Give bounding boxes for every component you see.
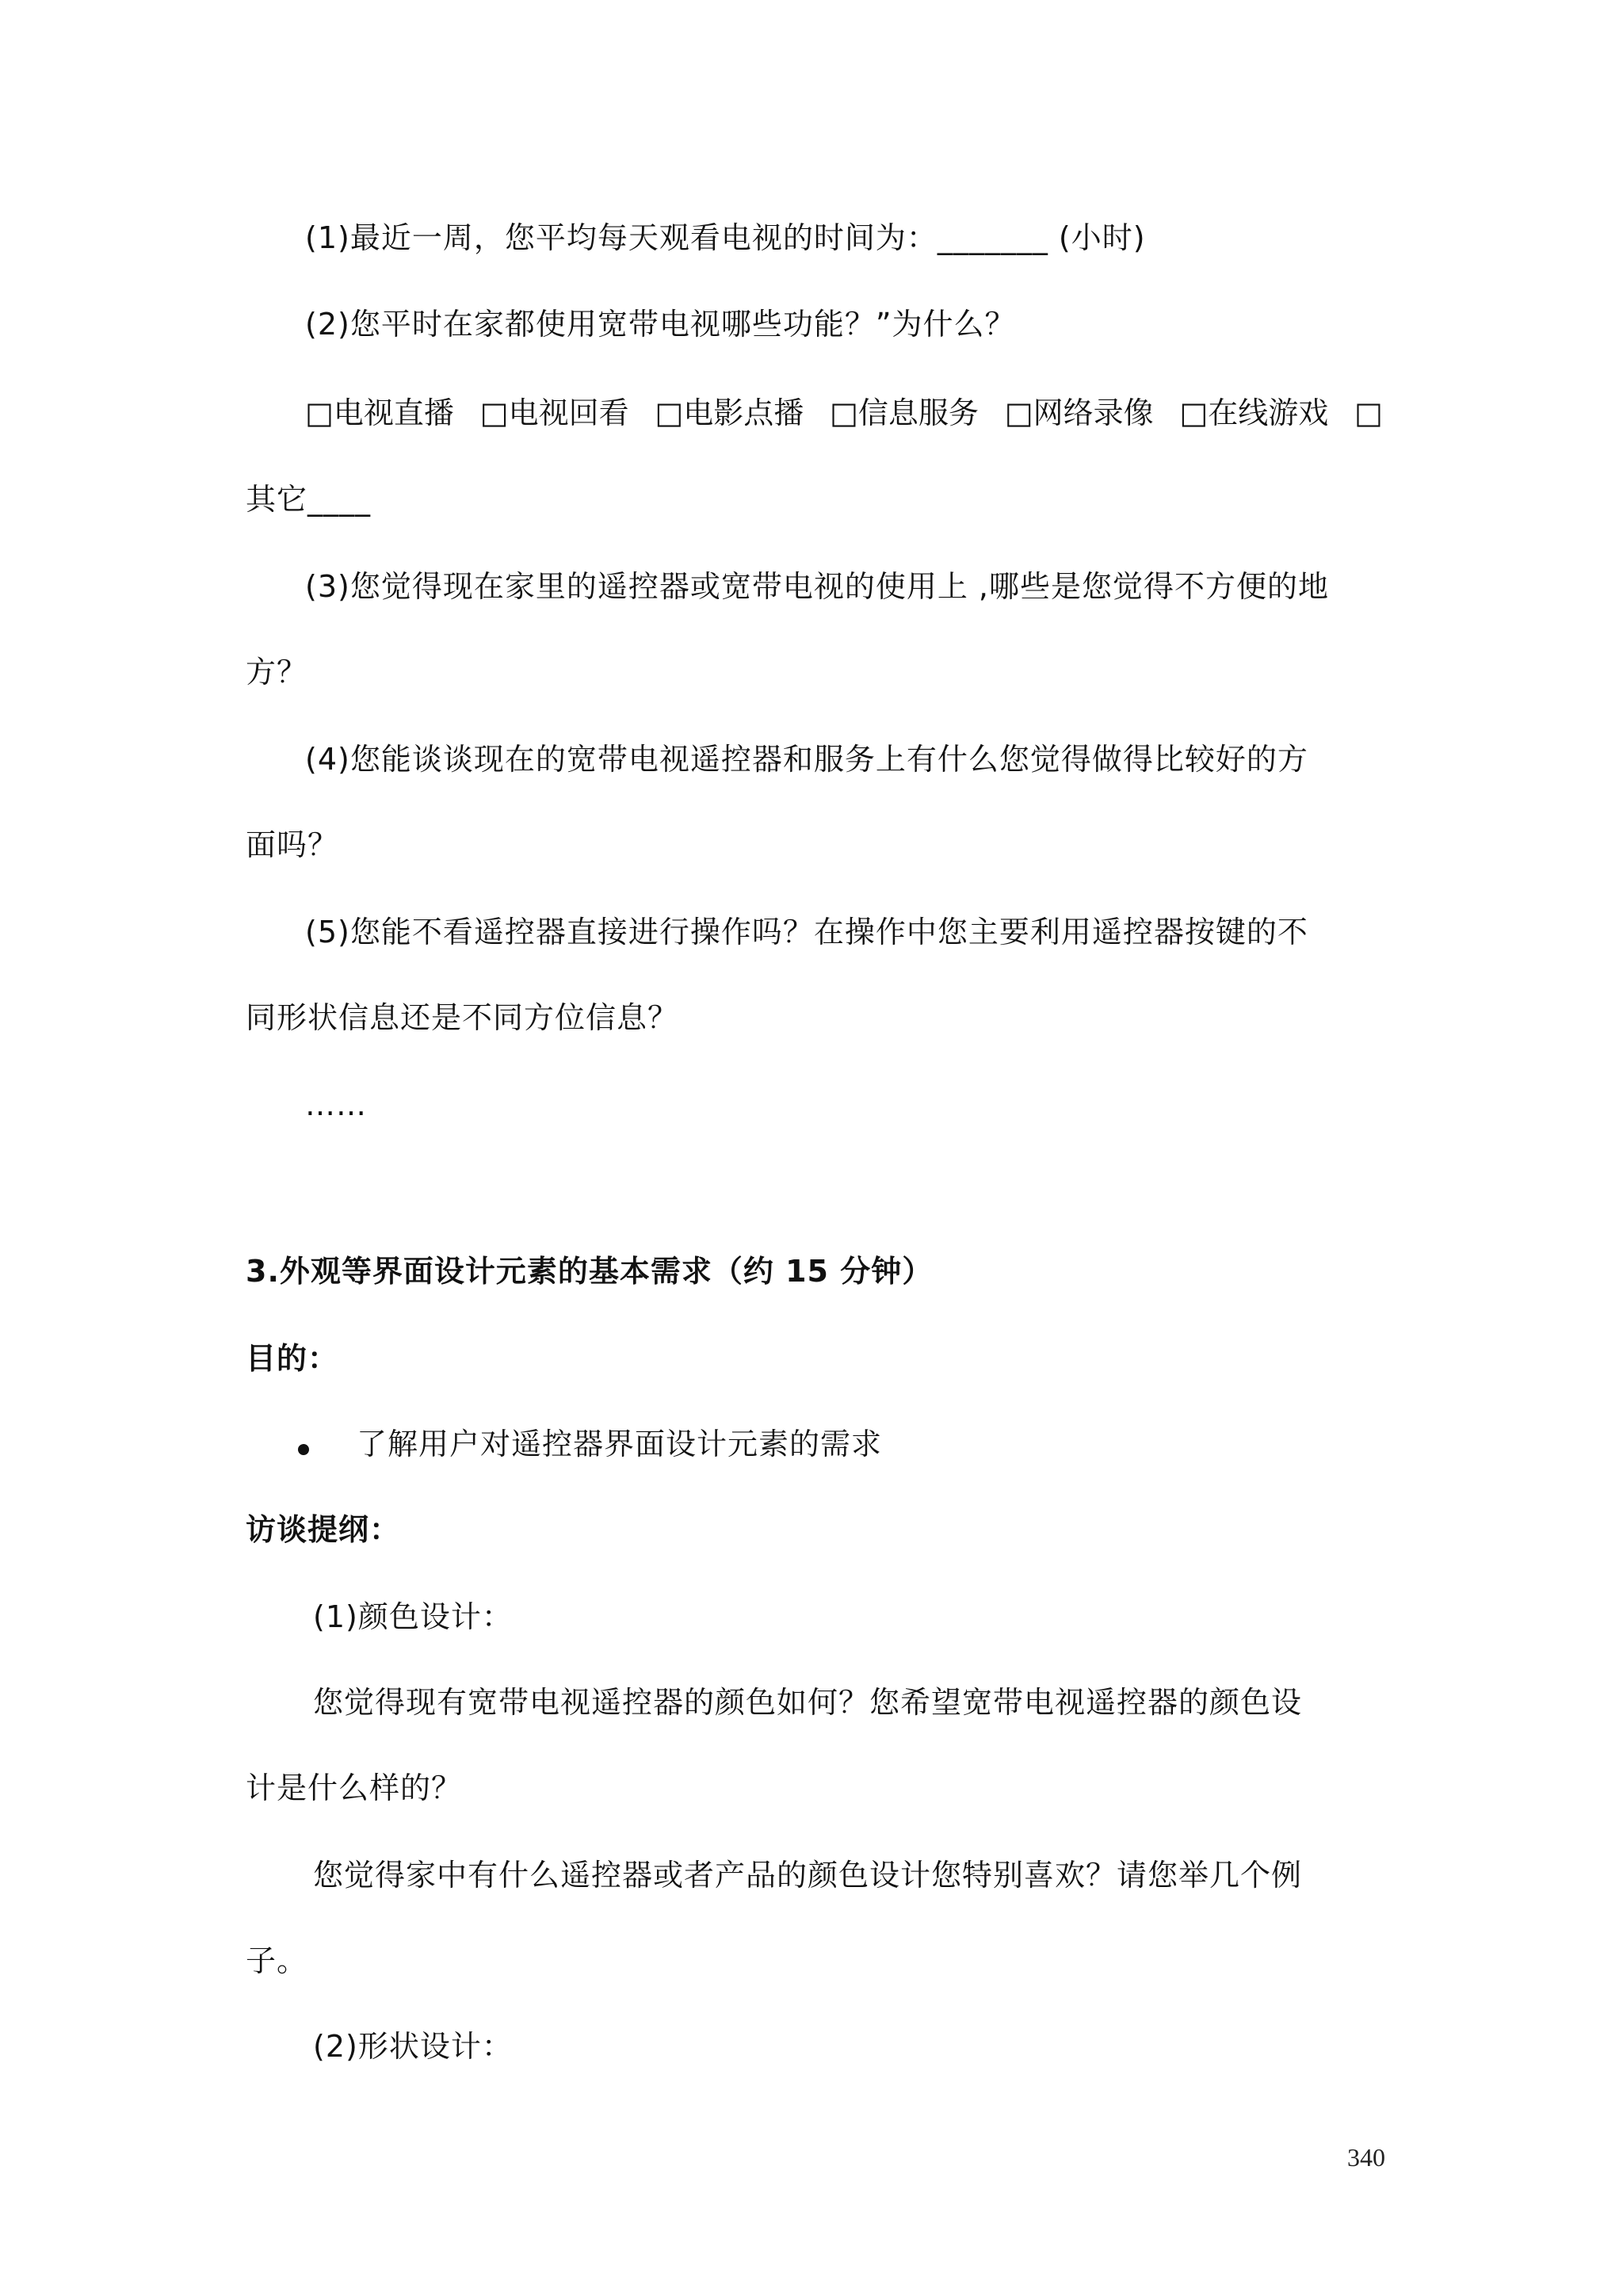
option-other-label: 其它____ bbox=[246, 482, 372, 517]
color-question-2-line-1: 您觉得家中有什么遥控器或者产品的颜色设计您特别喜欢？请您举几个例 bbox=[313, 1858, 1303, 1893]
color-design-title: (1)颜色设计： bbox=[313, 1599, 513, 1634]
question-2: (2)您平时在家都使用宽带电视哪些功能？”为什么？ bbox=[305, 307, 1016, 342]
purpose-bullet-text: 了解用户对遥控器界面设计元素的需求 bbox=[357, 1427, 883, 1461]
option-other-checkbox: □ bbox=[1354, 395, 1383, 430]
shape-design-title: (2)形状设计： bbox=[313, 2029, 513, 2064]
question-5-line-2: 同形状信息还是不同方位信息？ bbox=[246, 1000, 679, 1035]
outline-label: 访谈提纲： bbox=[246, 1512, 401, 1547]
question-5-line-1: (5)您能不看遥控器直接进行操作吗？在操作中您主要利用遥控器按键的不 bbox=[305, 915, 1308, 949]
color-question-1-line-1: 您觉得现有宽带电视遥控器的颜色如何？您希望宽带电视遥控器的颜色设 bbox=[313, 1685, 1303, 1720]
page-number: 340 bbox=[1347, 2143, 1385, 2172]
option-online-games: □在线游戏 bbox=[1179, 395, 1329, 430]
question-4-line-1: (4)您能谈谈现在的宽带电视遥控器和服务上有什么您觉得做得比较好的方 bbox=[305, 742, 1308, 777]
question-1: (1)最近一周，您平均每天观看电视的时间为：_______ (小时) bbox=[305, 220, 1146, 255]
option-network-recording: □网络录像 bbox=[1004, 395, 1154, 430]
option-tv-live: □电视直播 bbox=[305, 395, 454, 430]
question-3-line-2: 方？ bbox=[246, 655, 308, 690]
option-tv-replay: □电视回看 bbox=[479, 395, 629, 430]
option-info-service: □信息服务 bbox=[830, 395, 979, 430]
purpose-label: 目的： bbox=[246, 1341, 339, 1376]
ellipsis: …… bbox=[305, 1087, 367, 1122]
function-options-row bbox=[305, 394, 1383, 432]
color-question-2-line-2: 子。 bbox=[246, 1943, 308, 1978]
question-4-line-2: 面吗？ bbox=[246, 827, 339, 862]
option-movie-vod: □电影点播 bbox=[655, 395, 804, 430]
color-question-1-line-2: 计是什么样的？ bbox=[246, 1771, 463, 1805]
bullet-icon bbox=[298, 1444, 309, 1455]
question-3-line-1: (3)您觉得现在家里的遥控器或宽带电视的使用上 ,哪些是您觉得不方便的地 bbox=[305, 569, 1329, 604]
section-3-heading: 3.外观等界面设计元素的基本需求（约 15 分钟） bbox=[246, 1254, 934, 1289]
